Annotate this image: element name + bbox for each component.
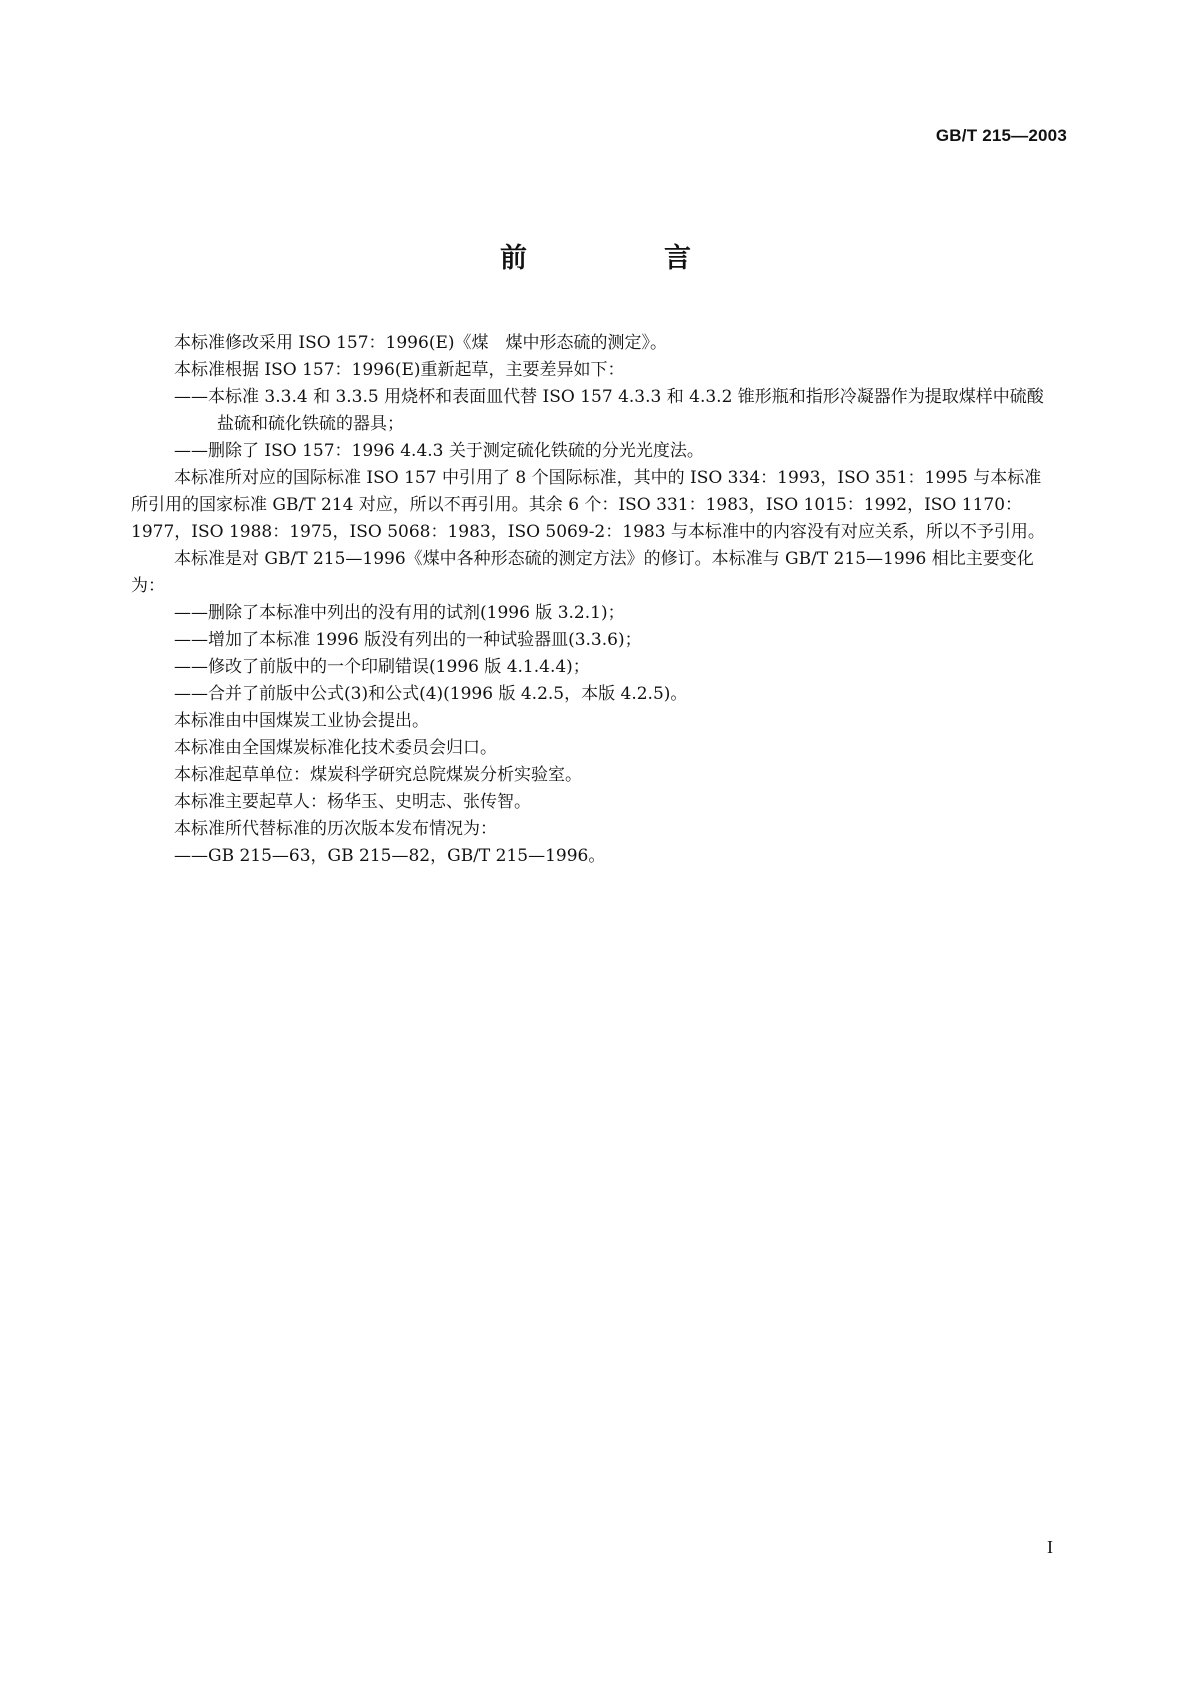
paragraph: 本标准根据 ISO 157：1996(E)重新起草，主要差异如下： xyxy=(174,360,625,380)
paragraph: 本标准由全国煤炭标准化技术委员会归口。 xyxy=(174,738,497,758)
dash-list-item: ——增加了本标准 1996 版没有列出的一种试验器皿(3.3.6)； xyxy=(174,630,642,650)
dash-list-item: ——本标准 3.3.4 和 3.3.5 用烧杯和表面皿代替 ISO 157 4.3.3 和 4.3.2 锥形瓶和指形冷凝器作为提取煤样中硫酸盐硫和硫化铁硫的器具； xyxy=(174,387,1044,434)
paragraph: 本标准主要起草人：杨华玉、史明志、张传智。 xyxy=(174,792,531,812)
paragraph: 本标准是对 GB/T 215—1996《煤中各种形态硫的测定方法》的修订。本标准与 GB/T 215—1996 相比主要变化为： xyxy=(131,549,1034,596)
page-number: I xyxy=(1047,1537,1053,1557)
standard-code: GB/T 215—2003 xyxy=(935,126,1067,145)
dash-list-item: ——修改了前版中的一个印刷错误(1996 版 4.1.4.4)； xyxy=(174,657,590,677)
dash-list-item: ——合并了前版中公式(3)和公式(4)(1996 版 4.2.5，本版 4.2.5)。 xyxy=(174,684,688,704)
dash-list-item: ——删除了本标准中列出的没有用的试剂(1996 版 3.2.1)； xyxy=(174,603,625,623)
paragraph: 本标准所代替标准的历次版本发布情况为： xyxy=(174,819,497,839)
page-title: 前 言 xyxy=(500,243,746,274)
paragraph: 本标准起草单位：煤炭科学研究总院煤炭分析实验室。 xyxy=(174,765,582,785)
foreword-body xyxy=(131,330,1058,870)
paragraph: 本标准修改采用 ISO 157：1996(E)《煤 煤中形态硫的测定》。 xyxy=(174,333,667,353)
dash-list-item: ——GB 215—63，GB 215—82，GB/T 215—1996。 xyxy=(174,846,606,866)
paragraph: 本标准所对应的国际标准 ISO 157 中引用了 8 个国际标准，其中的 ISO 334：1993，ISO 351：1995 与本标准所引用的国家标准 GB/T 214 对应，所以不再引用。其余 6 个：ISO 331：1983，ISO 1015：1992，ISO 1170：1977，ISO 1988：1975，ISO 5068：1983，ISO 5069-2：1983 与本标准中的内容没有对应关系，所以不予引用。 xyxy=(131,468,1045,542)
dash-list-item: ——删除了 ISO 157：1996 4.4.3 关于测定硫化铁硫的分光光度法。 xyxy=(174,441,704,461)
paragraph: 本标准由中国煤炭工业协会提出。 xyxy=(174,711,429,731)
